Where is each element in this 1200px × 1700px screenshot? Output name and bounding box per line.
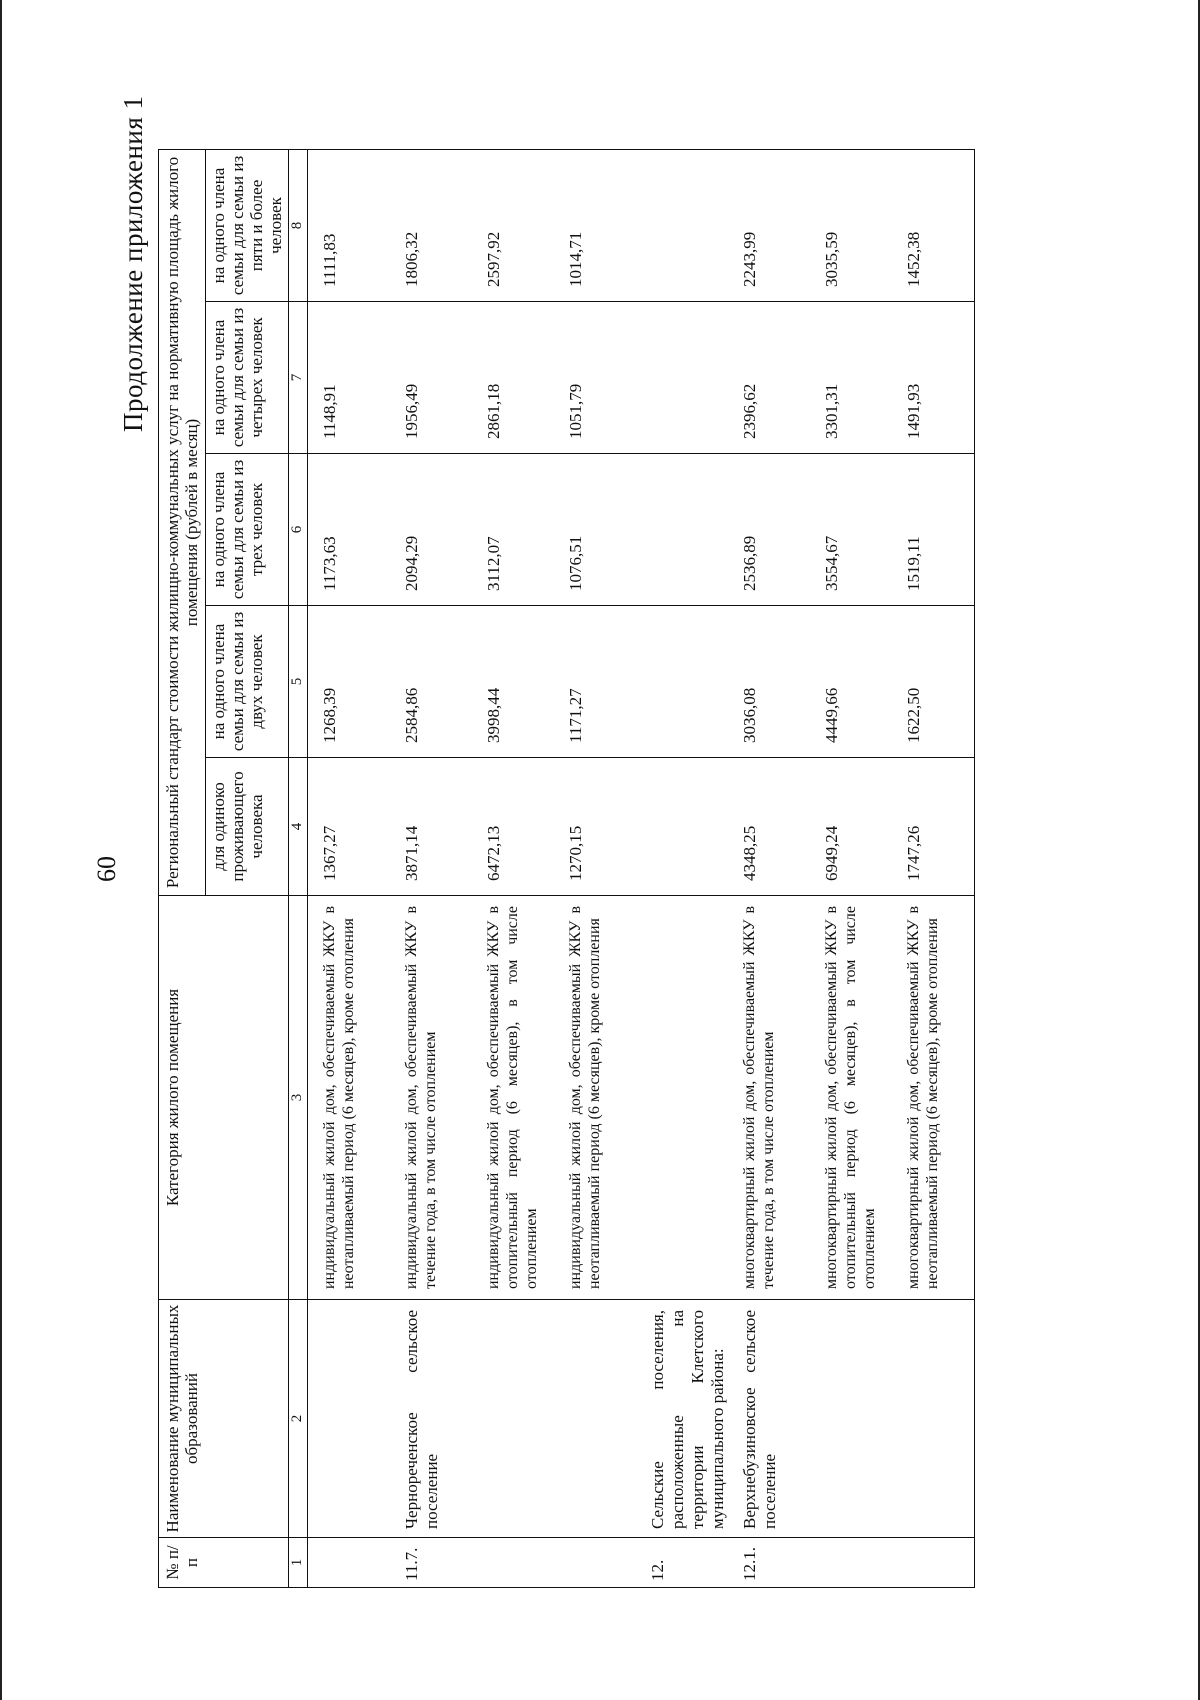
row-value-four: 3301,31 (810, 302, 892, 454)
row-category: многоквартирный жилой дом, обеспечиваемый ЖКУ в течение года, в том числе отоплением (728, 896, 810, 1300)
row-municipality (892, 1300, 975, 1538)
row-value-two: 1622,50 (892, 606, 975, 758)
header-sub-1: для одиноко проживающего человека (206, 758, 289, 896)
header-category: Категория жилого помещения (159, 896, 289, 1300)
row-value-three: 3112,07 (472, 454, 554, 606)
row-value-two: 1268,39 (308, 606, 391, 758)
table-row (472, 150, 554, 1588)
col-number: 5 (289, 606, 308, 758)
row-value-single: 4348,25 (728, 758, 810, 896)
row-value-three: 3554,67 (810, 454, 892, 606)
row-category: индивидуальный жилой дом, обеспечиваемый ЖКУ в течение года, в том числе отоплением (390, 896, 472, 1300)
regional-standard-table (158, 149, 975, 1588)
row-value-three: 1519,11 (892, 454, 975, 606)
row-value-four: 1491,93 (892, 302, 975, 454)
header-municipality: Наименование муниципальных образований (159, 1300, 289, 1538)
header-sub-4: на одного члена семьи для семьи из четырех человек (206, 302, 289, 454)
row-number (472, 1538, 554, 1588)
table-row (892, 150, 975, 1588)
row-value-two: 4449,66 (810, 606, 892, 758)
row-municipality: Сельские поселения, расположенные на территории Клетского муниципального района: (636, 1300, 728, 1538)
row-municipality: Верхнебузиновское сельское поселение (728, 1300, 810, 1538)
header-num: № п/п (159, 1538, 289, 1588)
row-value-four: 1956,49 (390, 302, 472, 454)
appendix-caption: Продолжение приложения 1 (118, 95, 148, 432)
header-sub-2: на одного члена семьи для семьи из двух человек (206, 606, 289, 758)
row-municipality (472, 1300, 554, 1538)
row-value-single: 1270,15 (554, 758, 636, 896)
col-number: 2 (289, 1300, 308, 1538)
row-number: 11.7. (390, 1538, 472, 1588)
row-municipality (308, 1300, 391, 1538)
row-value-single (636, 758, 728, 896)
row-value-five: 1806,32 (390, 150, 472, 302)
row-number: 12. (636, 1538, 728, 1588)
row-category: многоквартирный жилой дом, обеспечиваемый ЖКУ в отопительный период (6 месяцев), в том числе отоплением (810, 896, 892, 1300)
row-value-single: 3871,14 (390, 758, 472, 896)
row-value-two: 1171,27 (554, 606, 636, 758)
row-value-five: 1014,71 (554, 150, 636, 302)
row-category: индивидуальный жилой дом, обеспечиваемый ЖКУ в отопительный период (6 месяцев), в том числе отоплением (472, 896, 554, 1300)
row-value-five: 1111,83 (308, 150, 391, 302)
row-value-five: 2243,99 (728, 150, 810, 302)
col-number: 6 (289, 454, 308, 606)
row-value-five: 2597,92 (472, 150, 554, 302)
row-municipality (554, 1300, 636, 1538)
header-row-top (159, 150, 206, 1588)
row-value-five: 3035,59 (810, 150, 892, 302)
row-value-three: 1173,63 (308, 454, 391, 606)
row-value-single: 6949,24 (810, 758, 892, 896)
row-category: индивидуальный жилой дом, обеспечиваемый ЖКУ в неотапливаемый период (6 месяцев), кроме отопления (554, 896, 636, 1300)
header-sub-3: на одного члена семьи для семьи из трех человек (206, 454, 289, 606)
row-value-two: 2584,86 (390, 606, 472, 758)
table-row (390, 150, 472, 1588)
row-number (308, 1538, 391, 1588)
row-value-two: 3036,08 (728, 606, 810, 758)
row-value-five: 1452,38 (892, 150, 975, 302)
col-number: 3 (289, 896, 308, 1300)
row-value-three (636, 454, 728, 606)
row-number: 12.1. (728, 1538, 810, 1588)
row-category: индивидуальный жилой дом, обеспечиваемый ЖКУ в неотапливаемый период (6 месяцев), кроме отопления (308, 896, 391, 1300)
row-value-five (636, 150, 728, 302)
row-value-four: 1051,79 (554, 302, 636, 454)
row-value-four: 1148,91 (308, 302, 391, 454)
row-value-single: 6472,13 (472, 758, 554, 896)
row-number (554, 1538, 636, 1588)
row-value-single: 1747,26 (892, 758, 975, 896)
header-standard-group: Региональный стандарт стоимости жилищно-коммунальных услуг на нормативную площадь жилого помещения (рублей в месяц) (159, 150, 206, 896)
row-category: многоквартирный жилой дом, обеспечиваемый ЖКУ в неотапливаемый период (6 месяцев), кроме отопления (892, 896, 975, 1300)
row-value-single: 1367,27 (308, 758, 391, 896)
col-number: 4 (289, 758, 308, 896)
row-value-four (636, 302, 728, 454)
row-value-two (636, 606, 728, 758)
row-number (892, 1538, 975, 1588)
table-row (728, 150, 810, 1588)
col-number: 8 (289, 150, 308, 302)
row-value-three: 2536,89 (728, 454, 810, 606)
row-value-four: 2861,18 (472, 302, 554, 454)
row-value-four: 2396,62 (728, 302, 810, 454)
row-value-two: 3998,44 (472, 606, 554, 758)
header-sub-5: на одного члена семьи для семьи из пяти и более человек (206, 150, 289, 302)
row-number (810, 1538, 892, 1588)
table-row (810, 150, 892, 1588)
row-category (636, 896, 728, 1300)
table-row (554, 150, 636, 1588)
row-value-three: 1076,51 (554, 454, 636, 606)
row-municipality (810, 1300, 892, 1538)
col-number: 7 (289, 302, 308, 454)
table-row (308, 150, 391, 1588)
header-numbers-row (289, 150, 308, 1588)
row-value-three: 2094,29 (390, 454, 472, 606)
page-number: 60 (92, 856, 121, 882)
row-municipality: Чернореченское сельское поселение (390, 1300, 472, 1538)
col-number: 1 (289, 1538, 308, 1588)
table-row-section (636, 150, 728, 1588)
